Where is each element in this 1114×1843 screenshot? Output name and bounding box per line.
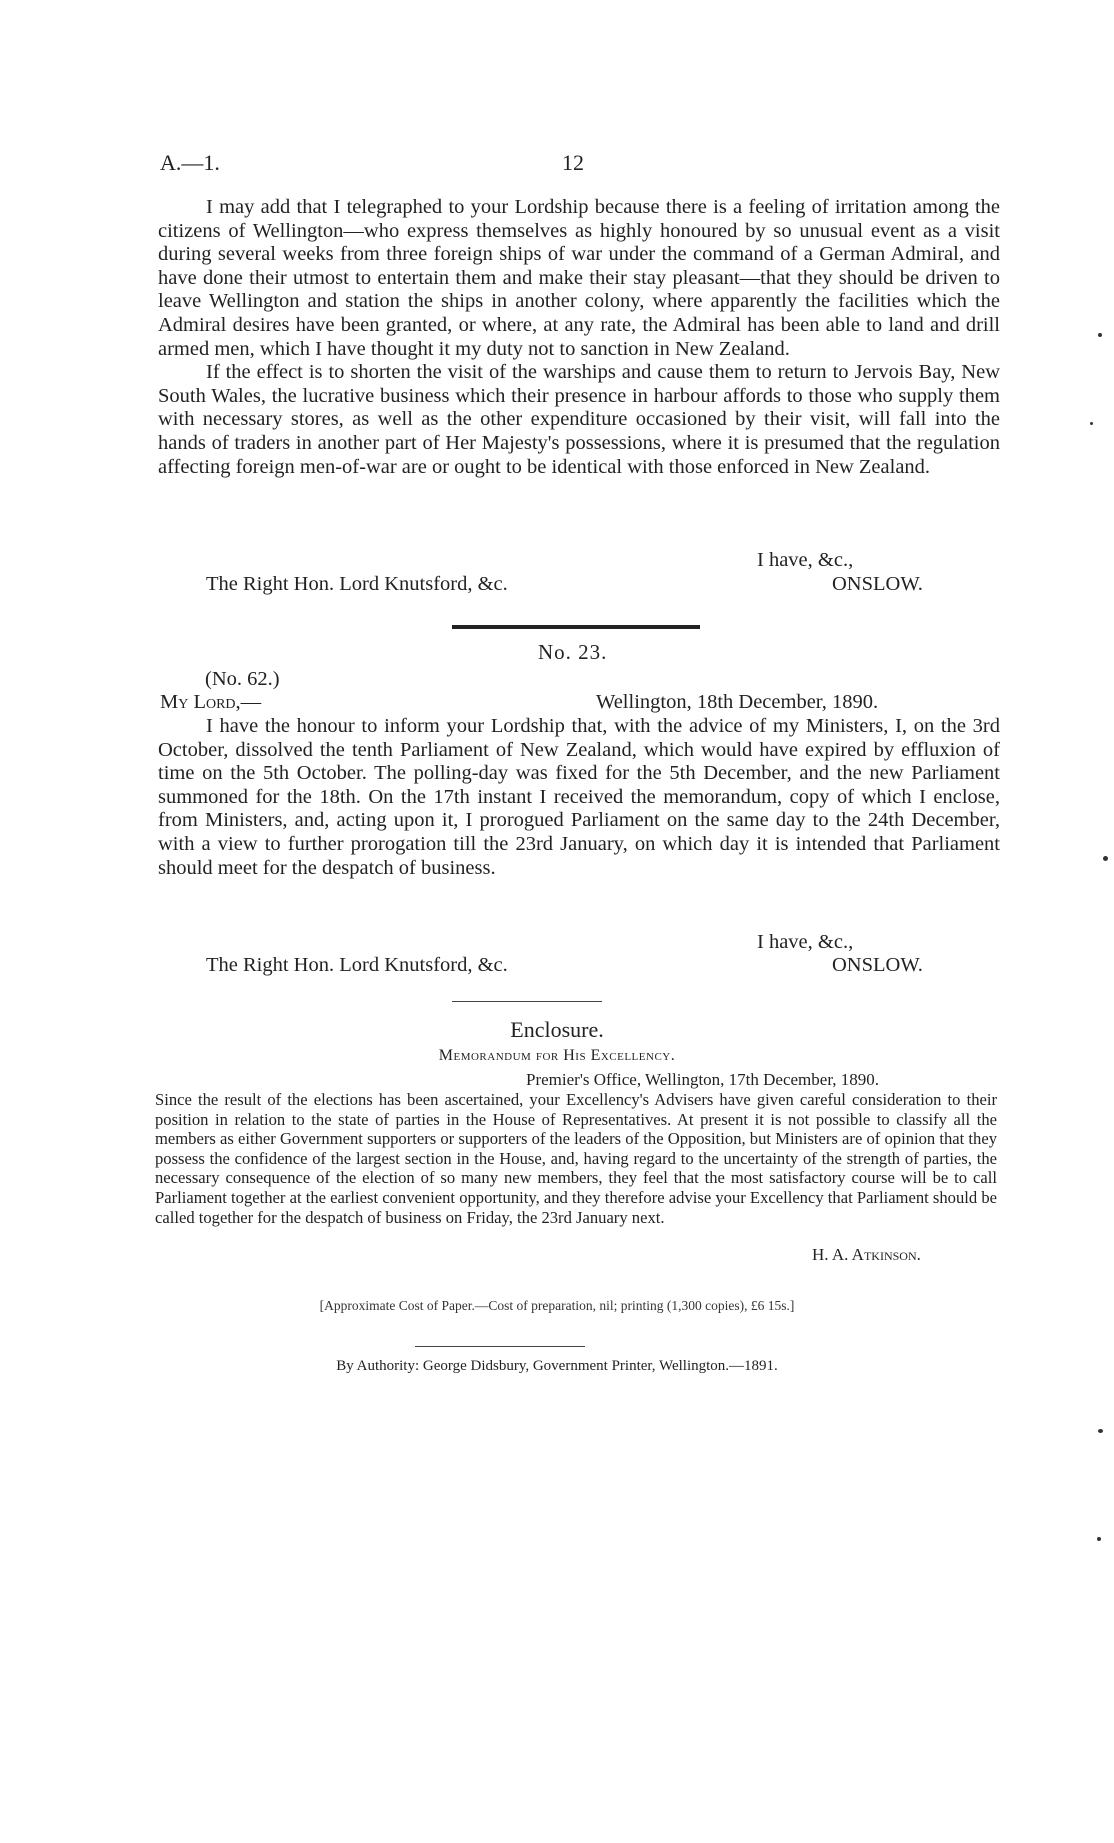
page-number: 12 xyxy=(562,150,584,175)
scan-speck xyxy=(1098,333,1102,337)
scan-speck xyxy=(1103,856,1108,861)
memorandum-signature: H. A. Atkinson. xyxy=(812,1245,921,1264)
letter-number: No. 23. xyxy=(538,640,608,664)
letter-1-closing: I have, &c., xyxy=(757,549,854,571)
memorandum-title: Memorandum for His Excellency. xyxy=(438,1047,676,1064)
salutation: My Lord,— xyxy=(160,691,262,713)
letter-2-signature: ONSLOW. xyxy=(832,954,923,976)
office-dateline: Premier's Office, Wellington, 17th December, 1890. xyxy=(526,1070,880,1089)
document-reference: A.—1. xyxy=(160,150,220,175)
cost-note: [Approximate Cost of Paper.—Cost of preparation, nil; printing (1,300 copies), £6 15s.] xyxy=(319,1298,795,1313)
letter-2-body xyxy=(158,715,1000,880)
section-divider xyxy=(452,625,700,629)
letter-1-body xyxy=(158,196,1000,479)
footer-divider xyxy=(415,1346,585,1347)
letter-2-paragraph: I have the honour to inform your Lordship that, with the advice of my Ministers, I, on the 3rd October, dissolved the tenth Parliament of New Zealand, which would have expired by effluxion of time on the 5th October. The polling-day was fixed for the 5th December, and the new Parliament summoned for the 18th. On the 17th instant I received the memorandum, copy of which I enclose, from Ministers, and, acting upon it, I prorogued Parliament on the same day to the 24th December, with a view to further prorogation till the 23rd January, on which day it is intended that Parliament should meet for the despatch of business. xyxy=(158,715,1000,879)
scan-speck xyxy=(1097,1537,1101,1541)
printer-authority: By Authority: George Didsbury, Government Printer, Wellington.—1891. xyxy=(336,1358,778,1374)
enclosure-title: Enclosure. xyxy=(510,1017,604,1042)
enclosure-divider xyxy=(452,1001,602,1002)
memorandum-paragraph: Since the result of the elections has been ascertained, your Excellency's Advisers have given careful consideration to their position in relation to the state of parties in the House of Representatives. At present it is not possible to classify all the members as either Government supporters or supporters of the leaders of the Opposition, but Ministers are of opinion that they possess the confidence of the largest section in the House, and, having regard to the uncertainty of the strength of parties, the necessary consequence of the election of so many new members, they feel that the most satisfactory course will be to call Parliament together at the earliest convenient opportunity, and they therefore advise your Excellency that Parliament should be called together for the despatch of business on Friday, the 23rd January next. xyxy=(155,1090,997,1227)
memorandum-body xyxy=(155,1090,997,1227)
scan-speck xyxy=(1098,1429,1103,1433)
letter-1-signature: ONSLOW. xyxy=(832,573,923,595)
letter-1-paragraph-1: I may add that I telegraphed to your Lordship because there is a feeling of irritation among the citizens of Wellington—who express themselves as highly honoured by so unusual event as a visit during several weeks from three foreign ships of war under the command of a German Admiral, and have done their utmost to entertain them and make their stay pleasant—that they should be driven to leave Wellington and station the ships in another colony, where apparently the facilities which the Admiral desires have been granted, or where, at any rate, the Admiral has been able to land and drill armed men, which I have thought it my duty not to sanction in New Zealand. xyxy=(158,196,1000,360)
dateline: Wellington, 18th December, 1890. xyxy=(596,691,879,713)
letter-2-closing: I have, &c., xyxy=(757,931,854,953)
scan-speck xyxy=(1090,422,1093,425)
letter-1-paragraph-2: If the effect is to shorten the visit of the warships and cause them to return to Jervois Bay, New South Wales, the lucrative business which their presence in harbour affords to those who supply them with necessary stores, as well as the other expenditure occasioned by their visit, will fall into the hands of traders in another part of Her Majesty's possessions, where it is presumed that the regulation affecting foreign men-of-war are or ought to be identical with those enforced in New Zealand. xyxy=(158,361,1000,478)
letter-2-addressee: The Right Hon. Lord Knutsford, &c. xyxy=(206,954,508,976)
letter-1-addressee: The Right Hon. Lord Knutsford, &c. xyxy=(206,573,508,595)
letter-reference: (No. 62.) xyxy=(205,668,280,690)
